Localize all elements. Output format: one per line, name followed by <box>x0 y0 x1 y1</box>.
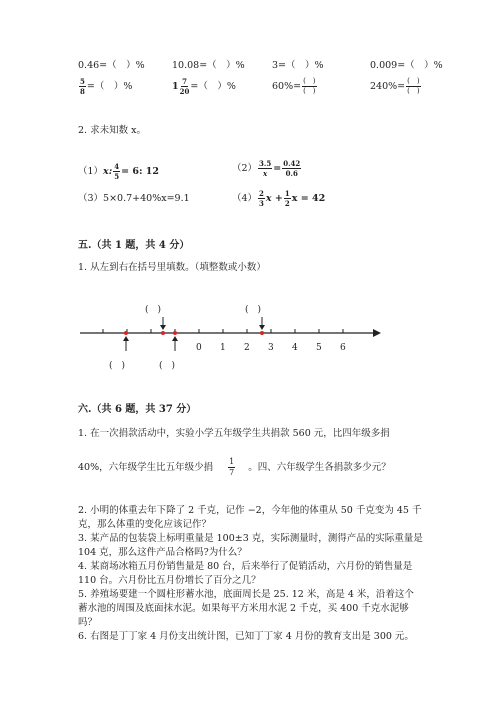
tick-label-0: 0 <box>196 343 202 353</box>
section-6-q2-line2: 克，那么体重的变化应该记作？ <box>78 519 212 530</box>
section-6-q2-line1: 2. 小明的体重去年下降了 2 千克，记作 −2，今年他的体重从 50 千克变为 45 千 <box>78 505 422 516</box>
conversion-item-7: 60%= $\frac{( )}{( )}$ <box>272 77 316 95</box>
conversion-item-8: 240%= $\frac{( )}{( )}$ <box>370 77 420 95</box>
section-6-q5-line1: 5. 养殖场要建一个圆柱形蓄水池，底面周长是 25. 12 米，高是 4 米，沿着这个 <box>78 589 414 600</box>
question-2-title: 2. 求未知数 x。 <box>78 125 146 136</box>
number-line-point-2 <box>161 331 165 335</box>
equation-4: （4） $\frac{2}{3}$ x + $\frac{1}{2}$ x = 42 <box>232 189 326 208</box>
number-line-point-3 <box>173 331 177 335</box>
number-line-ticks <box>103 329 343 333</box>
conversion-item-3: 3=（ ）% <box>272 60 324 71</box>
section-6-q6: 6. 右图是丁丁家 4 月份支出统计图，已知丁丁家 4 月份的教育支出是 300 元。 <box>78 631 414 642</box>
section-6-q1-line2: 40%，六年级学生比五年级少捐 $\frac{1}{7}$ 。四、六年级学生各捐款多少元？ <box>78 457 391 477</box>
number-line-point-4 <box>260 331 264 335</box>
tick-label-1: 1 <box>220 343 226 353</box>
equation-3: （3）5×0.7+40%x=9.1 <box>78 193 190 204</box>
tick-label-2: 2 <box>244 343 250 353</box>
conversion-item-2: 10.08=（ ）% <box>172 60 245 71</box>
tick-label-6: 6 <box>340 343 346 353</box>
equation-2: （2） $\frac{3.5}{x}$ = $\frac{0.42}{0.6}$ <box>232 159 301 178</box>
tick-label-3: 3 <box>268 343 274 353</box>
blank-bottom-2: ( ) <box>159 361 176 371</box>
blank-bottom-1: ( ) <box>109 361 126 371</box>
number-line <box>75 295 385 380</box>
conversion-item-4: 0.009=（ ）% <box>370 60 443 71</box>
blank-top-1: ( ) <box>145 305 162 315</box>
blank-top-2: ( ) <box>245 305 262 315</box>
section-6-q1-line1: 1. 在一次捐款活动中，实验小学五年级学生共捐款 560 元，比四年级多捐 <box>78 428 390 439</box>
section-6-q4-line2: 110 台。六月份比五月份增长了百分之几？ <box>78 575 261 586</box>
tick-label-4: 4 <box>292 343 298 353</box>
section-5-heading: 五.（共 1 题，共 4 分） <box>78 240 190 251</box>
number-line-point-1 <box>124 331 128 335</box>
conversion-item-1: 0.46=（ ）% <box>78 60 145 71</box>
tick-label-5: 5 <box>316 343 322 353</box>
section-6-q4-line1: 4. 某商场冰箱五月份销售量是 80 台，后来举行了促销活动，六月份的销售量是 <box>78 561 413 572</box>
equation-1: （1）x: $\frac{4}{5}$ = 6: 12 <box>78 162 160 181</box>
section-6-q5-line2: 蓄水池的周围及底面抹水泥。如果每平方米用水泥 2 千克，买 400 千克水泥够 <box>78 603 409 614</box>
section-5-question-1: 1. 从左到右在括号里填数。（填整数或小数） <box>78 262 266 273</box>
section-6-q3-line2: 104 克，那么这件产品合格吗?为什么？ <box>78 547 247 558</box>
section-6-q5-line3: 吗？ <box>78 617 98 628</box>
conversion-item-6: 1 $\frac{7}{20}$ =（ ）% <box>172 77 236 96</box>
section-6-q3-line1: 3. 某产品的包装袋上标明重量是 100±3 克，实际测量时，测得产品的实际重量是 <box>78 533 423 544</box>
number-line-arrowhead <box>373 329 381 337</box>
conversion-item-5: $\frac{5}{8}$ =（ ）% <box>80 77 133 96</box>
section-6-heading: 六.（共 6 题，共 37 分） <box>78 404 197 415</box>
